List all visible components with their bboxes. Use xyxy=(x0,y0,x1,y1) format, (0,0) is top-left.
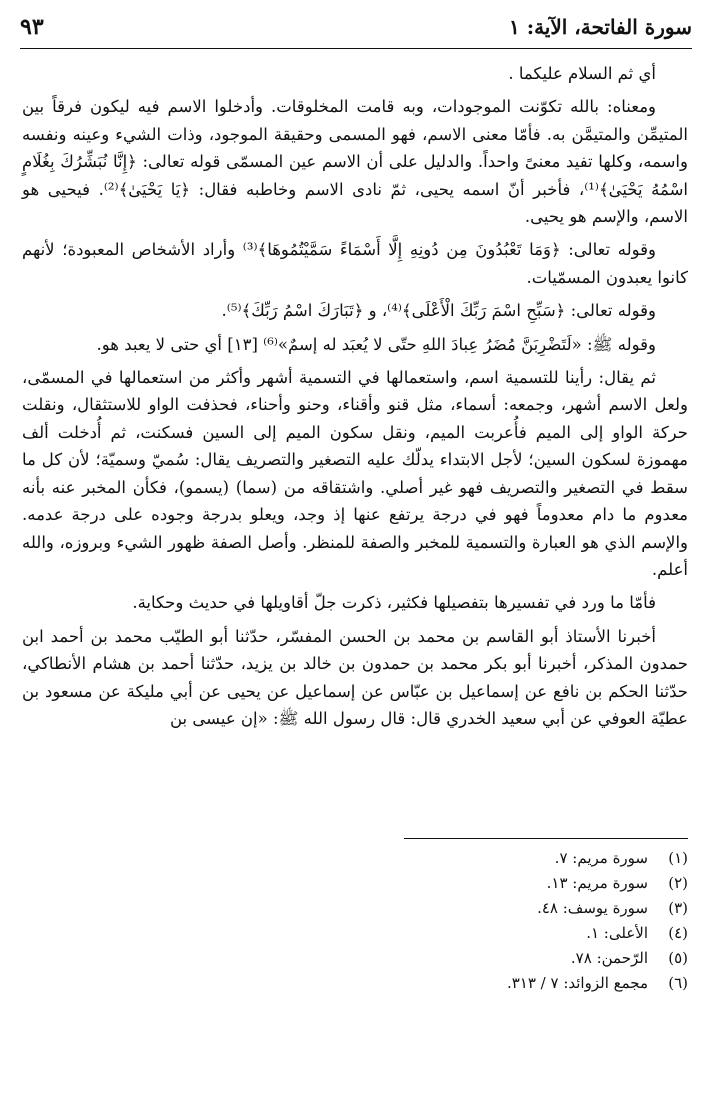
paragraph: ثم يقال: رأينا للتسمية اسم، واستعمالها في التسمية أشهر وأكثر من استعمالها في المسمّى، ولعل الاسم أشهر، وجمعه: أسماء، مثل قنو وأقناء، وحنو وأحناء، فحذفت الواو للاستثقال، ونقلت حركة الواو إلى الميم فأُعربت الميم، ونقل سكون الميم إلى السين فسكنت، ثم أُدخلت ألف مهموزة لسكون السين؛ لأجل الابتداء يدلّك عليه التصغير والتصريف يقال: سُميّ وسميّة؛ لأن كل ما سقط في التصغير والتصريف فهو غير أصلي. واشتقاقه من (سما) (يسمو)، فكأن المخبر عنه بأنه معدوم ما دام معدوماً فهو في درجة يرتفع عنها إذ وجد، ويعلو بدرجة وجوده على درجة عدمه. والإسم الذي هو العبارة والتسمية للمخبر والصفة للمنظر. وأصل الصفة ظهور الشيء وبروزه، والله أعلم. xyxy=(22,368,688,579)
running-title: سورة الفاتحة، الآية: ١ xyxy=(508,15,692,39)
header-rule xyxy=(20,48,692,49)
footnote xyxy=(268,921,688,946)
footnote-separator xyxy=(404,838,688,839)
footnote-text: الأعلى: ١. xyxy=(586,924,648,942)
paragraph: أخبرنا الأستاذ أبو القاسم بن محمد بن الحسن المفسّر، حدّثنا أبو الطيّب محمد بن أحمد ابن حمدون المذكر، أخبرنا أبو بكر محمد بن حمدون بن خالد بن يزيد، حدّثنا أحمد بن هشام الأنطاكي، حدّثنا الحكم بن نافع عن إسماعيل بن عبّاس عن إسماعيل عن يحيى عن أبي مليكة عن مسعود بن عطيّة العوفي عن أبي سعيد الخدري قال: قال رسول الله ﷺ: «إن عيسى بن xyxy=(22,626,688,728)
paragraph: فأمّا ما ورد في تفسيرها بتفصيلها فكثير، ذكرت جلّ أقاويلها في حديث وحكاية. xyxy=(132,593,656,613)
footnote-number: (٤) xyxy=(668,924,688,942)
main-text xyxy=(22,60,688,738)
footnote xyxy=(268,971,688,996)
paragraph: وقوله تعالى: ﴿سَبِّحِ اسْمَ رَبِّكَ الْأَعْلَى﴾⁽⁴⁾، و ﴿تَبَارَكَ اسْمُ رَبِّكَ﴾⁽⁵⁾. xyxy=(221,301,656,321)
page-header xyxy=(20,10,692,44)
footnote-text: مجمع الزوائد: ٧ / ٣١٣. xyxy=(506,974,648,992)
paragraph: أي ثم السلام عليكما . xyxy=(508,64,656,83)
footnote-text: الرّحمن: ٧٨. xyxy=(570,949,648,967)
footnote xyxy=(268,896,688,921)
footnote-number: (٢) xyxy=(668,874,688,892)
footnote-text: سورة يوسف: ٤٨. xyxy=(537,899,648,917)
paragraph: وقوله ﷺ: «لَتَضْرِبَنَّ مُضَرُ عِبادَ اللهِ حتّى لا يُعبَد له إسمٌ»⁽⁶⁾ [١٣] أي حتى لا يعبد هو. xyxy=(96,334,656,354)
footnote xyxy=(268,846,688,871)
footnote xyxy=(268,871,688,896)
footnote-text: سورة مريم: ٧. xyxy=(554,849,648,867)
paragraph: وقوله تعالى: ﴿وَمَا تَعْبُدُونَ مِن دُونِهِ إِلَّا أَسْمَاءً سَمَّيْتُمُوهَا﴾⁽³⁾ وأراد الأشخاص المعبودة؛ لأنهم كانوا يعبدون المسمّيات. xyxy=(22,240,688,287)
footnote xyxy=(268,946,688,971)
footnote-number: (٦) xyxy=(668,974,688,992)
paragraph: ومعناه: بالله تكوّنت الموجودات، وبه قامت المخلوقات. وأدخلوا الاسم فيه ليكون فرقاً بين المتيمِّن والمتيمَّن به. فأمّا معنى الاسم، فهو المسمى وحقيقة الموجود، وذات الشيء وعينه ونفسه واسمه، وكلها تفيد معنىً واحداً. والدليل على أن الاسم عين المسمّى قوله تعالى: ﴿إِنَّا نُبَشِّرُكَ بِغُلَامٍ اسْمُهُ يَحْيَىٰ﴾⁽¹⁾، فأخبر أنّ اسمه يحيى، ثمّ نادى الاسم وخاطبه فقال: ﴿يَا يَحْيَىٰ﴾⁽²⁾. فيحيى هو الاسم، والإسم هو يحيى. xyxy=(22,97,688,227)
footnote-number: (٣) xyxy=(668,899,688,917)
footnote-text: سورة مريم: ١٣. xyxy=(546,874,648,892)
footnotes xyxy=(268,846,688,996)
footnote-number: (٥) xyxy=(668,949,688,967)
page-number: ٩٣ xyxy=(20,14,44,40)
footnote-number: (١) xyxy=(668,849,688,867)
